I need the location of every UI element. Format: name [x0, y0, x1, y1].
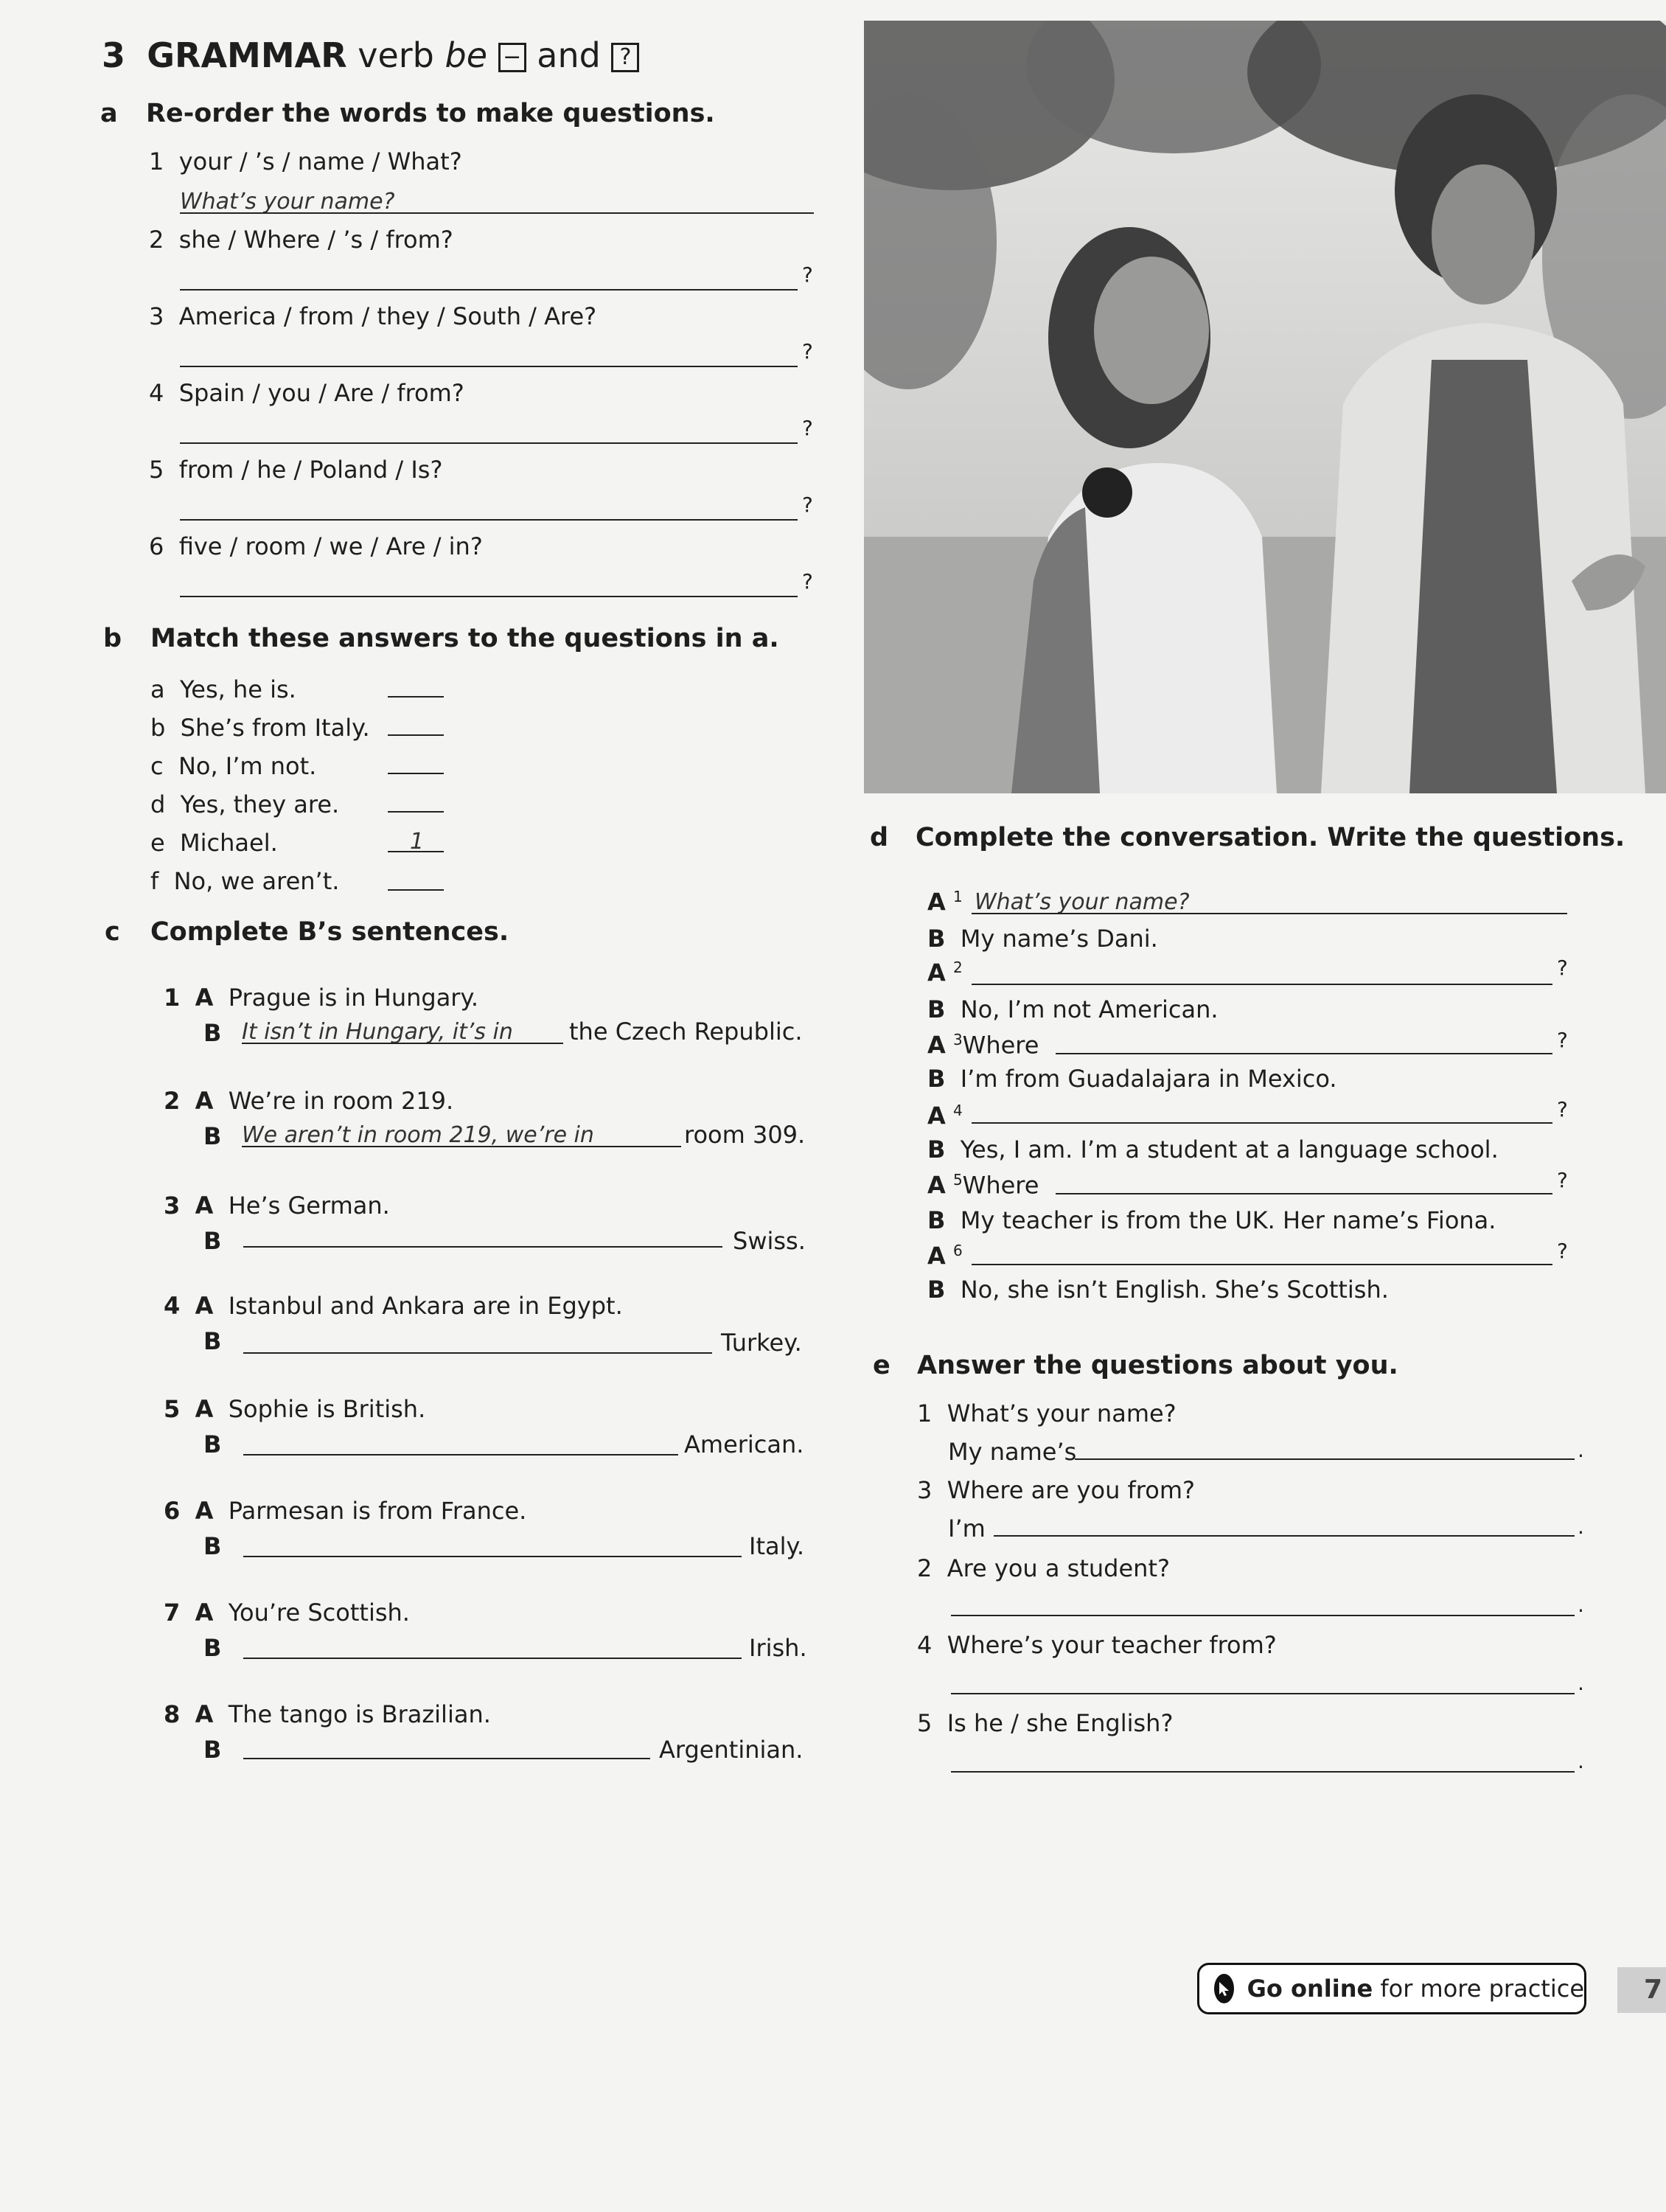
title-verb: verb — [358, 35, 434, 75]
c-item-6-end: Italy. — [749, 1532, 805, 1560]
b-item-e: e Michael. — [150, 829, 278, 857]
e-stop-1: . — [1578, 1438, 1584, 1462]
minus-box-icon: − — [498, 43, 526, 72]
d-line-6: B I’m from Guadalajara in Mexico. — [927, 1065, 1337, 1093]
d-answer-line-3[interactable] — [1056, 1053, 1552, 1054]
b-item-f: f No, we aren’t. — [150, 867, 340, 895]
b-match-line-a[interactable] — [388, 696, 444, 698]
e-stop-4: . — [1578, 1671, 1584, 1695]
a-item-4: 4 Spain / you / Are / from? — [149, 379, 464, 407]
students-photo-illustration — [864, 21, 1666, 793]
d-line-4: B No, I’m not American. — [927, 995, 1219, 1023]
c-answer-line-2[interactable] — [242, 1146, 681, 1147]
a-item-6: 6 five / room / we / Are / in? — [149, 532, 483, 560]
a-answer-line-3[interactable] — [180, 366, 798, 367]
c-answer-line-7[interactable] — [243, 1658, 742, 1659]
d-line-10: B My teacher is from the UK. Her name’s Fiona. — [927, 1206, 1496, 1234]
go-online-button[interactable] — [1197, 1963, 1586, 2014]
e-stop-2: . — [1578, 1593, 1584, 1617]
c-item-8-end: Argentinian. — [659, 1736, 804, 1764]
c-item-6-a: 6 A Parmesan is from France. — [164, 1497, 527, 1525]
c-item-2-end: room 309. — [684, 1121, 806, 1149]
c-item-3-b-label: B — [203, 1227, 222, 1255]
c-item-6-b-label: B — [203, 1532, 222, 1560]
c-item-1-a: 1 A Prague is in Hungary. — [164, 984, 478, 1012]
exercise-number: 3 — [102, 35, 126, 75]
d-line-5: A $^3$Where — [927, 1031, 1039, 1060]
e-item-5: 5 Is he / she English? — [917, 1709, 1174, 1737]
question-box-icon: ? — [611, 43, 639, 72]
a-qmark-2: ? — [802, 262, 813, 287]
section-b-instruction: Match these answers to the questions in a. — [150, 624, 779, 653]
section-e-letter: e — [873, 1351, 890, 1380]
c-item-7-b-label: B — [203, 1634, 222, 1662]
a-qmark-3: ? — [802, 339, 813, 364]
title-and: and — [537, 35, 601, 75]
d-qmark-2: ? — [1557, 956, 1568, 980]
a-item-1-answer: What’s your name? — [180, 189, 395, 215]
c-item-4-a: 4 A Istanbul and Ankara are in Egypt. — [164, 1292, 623, 1320]
title-be: be — [445, 35, 488, 75]
b-match-answer-e: 1 — [410, 829, 425, 855]
students-photo — [864, 21, 1666, 793]
c-answer-line-8[interactable] — [243, 1758, 650, 1759]
c-item-1-b-label: B — [203, 1019, 222, 1047]
c-item-1-end: the Czech Republic. — [569, 1018, 803, 1046]
c-item-2-a: 2 A We’re in room 219. — [164, 1087, 454, 1115]
a-answer-line-5[interactable] — [180, 519, 798, 521]
d-qmark-4: ? — [1557, 1097, 1568, 1121]
d-answer-line-6[interactable] — [972, 1264, 1552, 1265]
a-answer-line-4[interactable] — [180, 442, 798, 444]
cursor-arrow-icon — [1214, 1974, 1234, 2003]
section-c-letter: c — [105, 917, 120, 947]
a-qmark-4: ? — [802, 416, 813, 440]
e-item-3: 3 Where are you from? — [917, 1476, 1195, 1504]
b-match-line-b[interactable] — [388, 734, 444, 736]
c-item-4-b-label: B — [203, 1327, 222, 1355]
section-d-instruction: Complete the conversation. Write the questions. — [916, 823, 1625, 852]
e-answer-line-2[interactable] — [951, 1615, 1575, 1616]
page-number: 7 — [1617, 1967, 1666, 2013]
more-practice-label: for more practice — [1380, 1975, 1584, 2003]
section-a-letter: a — [100, 99, 118, 128]
d-line-11: A $^6$ — [927, 1242, 963, 1270]
a-item-3: 3 America / from / they / South / Are? — [149, 302, 597, 330]
c-item-8-b-label: B — [203, 1736, 222, 1764]
d-answer-line-4[interactable] — [972, 1122, 1552, 1124]
d-line-3: A $^2$ — [927, 959, 963, 987]
section-c-instruction: Complete B’s sentences. — [150, 917, 509, 947]
a-qmark-5: ? — [802, 493, 813, 517]
section-d-letter: d — [870, 823, 889, 852]
c-item-5-end: American. — [684, 1430, 804, 1458]
exercise-title — [102, 35, 639, 75]
d-answer-line-5[interactable] — [1056, 1193, 1552, 1194]
c-answer-line-4[interactable] — [243, 1352, 712, 1354]
b-item-b: b She’s from Italy. — [150, 714, 370, 742]
d-answer-line-2[interactable] — [972, 984, 1552, 985]
e-item-1: 1 What’s your name? — [917, 1399, 1177, 1427]
go-online-label: Go online — [1247, 1975, 1373, 2003]
c-answer-line-1[interactable] — [242, 1043, 563, 1044]
b-match-line-d[interactable] — [388, 811, 444, 813]
b-item-d: d Yes, they are. — [150, 790, 340, 818]
c-item-2-b-label: B — [203, 1122, 222, 1150]
section-a-instruction: Re-order the words to make questions. — [146, 99, 715, 128]
c-item-5-a: 5 A Sophie is British. — [164, 1395, 426, 1423]
d-qmark-6: ? — [1557, 1239, 1568, 1263]
c-item-4-end: Turkey. — [721, 1329, 802, 1357]
a-qmark-6: ? — [802, 569, 813, 594]
d-line-1-answer: What’s your name? — [975, 889, 1190, 915]
section-b-letter: b — [103, 624, 122, 653]
e-item-1-prefix: My name’s — [948, 1438, 1077, 1466]
c-item-7-end: Irish. — [749, 1634, 807, 1662]
a-item-5: 5 from / he / Poland / Is? — [149, 456, 443, 484]
a-answer-line-6[interactable] — [180, 596, 798, 597]
d-qmark-5: ? — [1557, 1168, 1568, 1192]
d-line-7: A $^4$ — [927, 1102, 963, 1130]
d-line-9: A $^5$Where — [927, 1171, 1039, 1200]
a-item-2: 2 she / Where / ’s / from? — [149, 226, 453, 254]
a-answer-line-2[interactable] — [180, 289, 798, 291]
c-answer-line-5[interactable] — [243, 1454, 678, 1455]
e-answer-line-4[interactable] — [951, 1693, 1575, 1694]
d-answer-line-1[interactable] — [972, 913, 1567, 914]
b-item-c: c No, I’m not. — [150, 752, 317, 780]
b-match-line-c[interactable] — [388, 773, 444, 774]
b-match-line-f[interactable] — [388, 889, 444, 891]
e-stop-3: . — [1578, 1514, 1584, 1539]
d-line-2: B My name’s Dani. — [927, 925, 1158, 953]
c-item-8-a: 8 A The tango is Brazilian. — [164, 1700, 491, 1728]
d-line-1: A $^1$ — [927, 888, 963, 917]
e-answer-line-5[interactable] — [951, 1771, 1575, 1773]
d-line-8: B Yes, I am. I’m a student at a language school. — [927, 1135, 1499, 1164]
c-item-3-end: Swiss. — [733, 1227, 806, 1255]
b-item-a: a Yes, he is. — [150, 675, 296, 703]
c-answer-line-3[interactable] — [243, 1246, 722, 1248]
e-item-4: 4 Where’s your teacher from? — [917, 1631, 1277, 1659]
section-e-instruction: Answer the questions about you. — [917, 1351, 1398, 1380]
e-stop-5: . — [1578, 1749, 1584, 1773]
a-answer-line-1[interactable] — [180, 212, 814, 214]
c-item-2-answer: We aren’t in room 219, we’re in — [242, 1122, 594, 1148]
c-item-7-a: 7 A You’re Scottish. — [164, 1599, 410, 1627]
grammar-label: GRAMMAR — [147, 35, 347, 75]
c-item-1-answer: It isn’t in Hungary, it’s in — [242, 1019, 513, 1045]
e-item-2: 2 Are you a student? — [917, 1554, 1170, 1582]
d-line-12: B No, she isn’t English. She’s Scottish. — [927, 1276, 1389, 1304]
c-item-3-a: 3 A He’s German. — [164, 1192, 390, 1220]
e-item-3-prefix: I’m — [948, 1514, 986, 1543]
c-answer-line-6[interactable] — [243, 1556, 742, 1557]
e-answer-line-1[interactable] — [1075, 1458, 1575, 1460]
e-answer-line-3[interactable] — [994, 1535, 1575, 1537]
c-item-5-b-label: B — [203, 1430, 222, 1458]
d-qmark-3: ? — [1557, 1028, 1568, 1052]
b-match-line-e[interactable] — [388, 851, 444, 852]
a-item-1: 1 your / ’s / name / What? — [149, 147, 462, 175]
